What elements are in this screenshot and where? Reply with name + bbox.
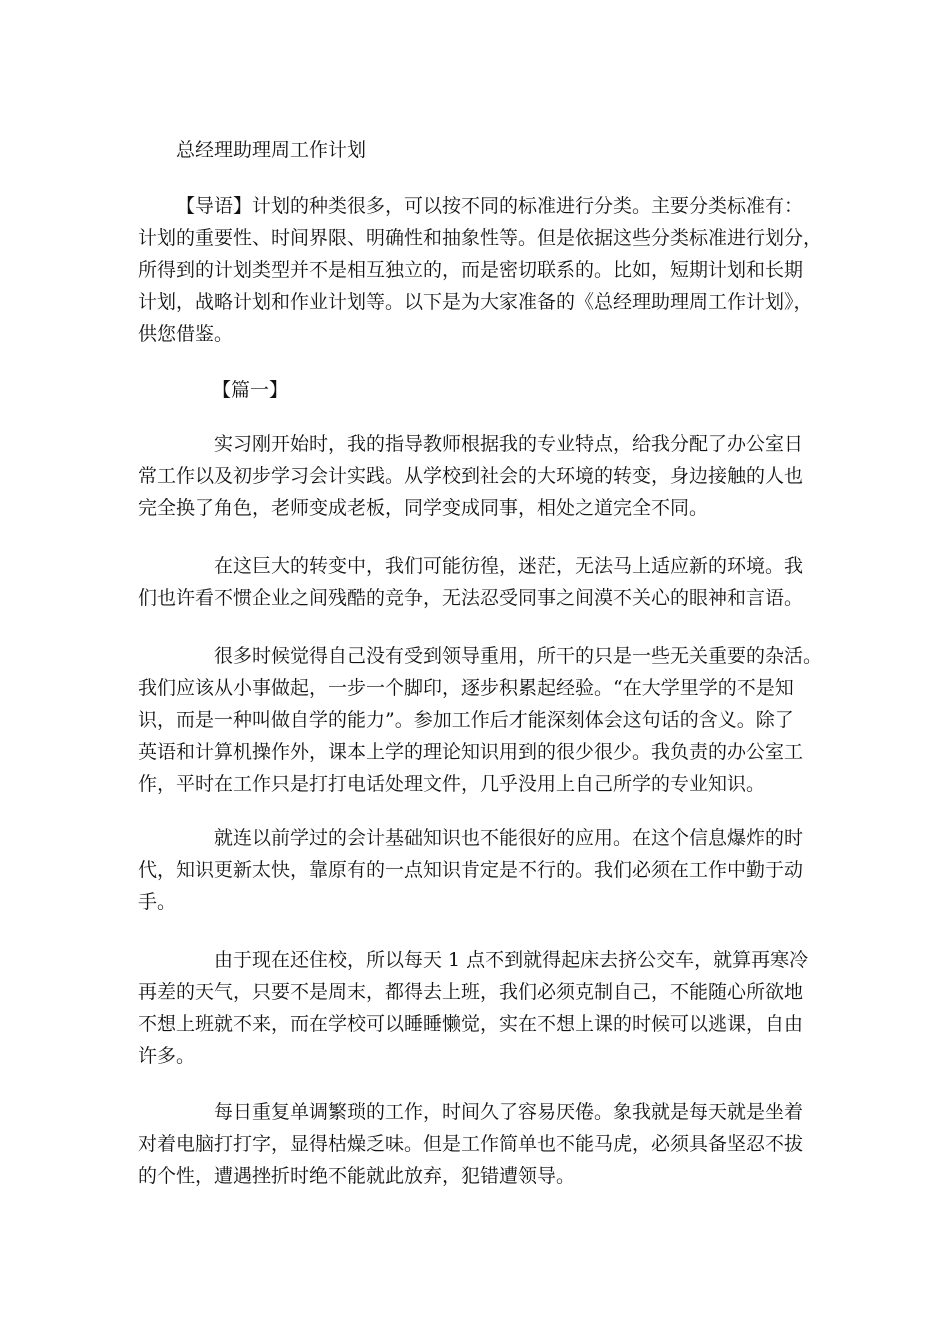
body-paragraph — [138, 944, 828, 1072]
section-heading: 【篇一】 — [212, 379, 289, 401]
paragraph-line: 再差的天气，只要不是周末，都得去上班，我们必须克制自己，不能随心所欲地 — [138, 981, 804, 1003]
paragraph-line: 我们应该从小事做起，一步一个脚印，逐步积累起经验。“在大学里学的不是知 — [138, 677, 794, 699]
document-title: 总经理助理周工作计划 — [176, 139, 367, 161]
intro-line: 计划的重要性、时间界限、明确性和抽象性等。但是依据这些分类标准进行划分， — [138, 227, 823, 249]
body-paragraph — [138, 550, 828, 614]
intro-line: 所得到的计划类型并不是相互独立的，而是密切联系的。比如，短期计划和长期 — [138, 259, 804, 281]
body-paragraph — [138, 822, 828, 918]
paragraph-line: 英语和计算机操作外，课本上学的理论知识用到的很少很少。我负责的办公室工 — [138, 741, 804, 763]
paragraph-line: 的个性，遭遇挫折时绝不能就此放弃，犯错遭领导。 — [138, 1165, 576, 1187]
paragraph-line: 对着电脑打打字，显得枯燥乏味。但是工作简单也不能马虎，必须具备坚忍不拔 — [138, 1133, 804, 1155]
paragraph-line: 常工作以及初步学习会计实践。从学校到社会的大环境的转变，身边接触的人也 — [138, 465, 804, 487]
paragraph-line: 不想上班就不来，而在学校可以睡睡懒觉，实在不想上课的时候可以逃课，自由 — [138, 1013, 804, 1035]
paragraph-line: 识，而是一种叫做自学的能力”。参加工作后才能深刻体会这句话的含义。除了 — [138, 709, 794, 731]
paragraph-line: 就连以前学过的会计基础知识也不能很好的应用。在这个信息爆炸的时 — [214, 827, 804, 849]
paragraph-line: 由于现在还住校，所以每天 1 点不到就得起床去挤公交车，就算再寒冷 — [214, 949, 809, 971]
paragraph-line: 完全换了角色，老师变成老板，同学变成同事，相处之道完全不同。 — [138, 497, 709, 519]
paragraph-line: 每日重复单调繁琐的工作，时间久了容易厌倦。象我就是每天就是坐着 — [214, 1101, 804, 1123]
intro-line: 【导语】计划的种类很多，可以按不同的标准进行分类。主要分类标准有： — [176, 195, 804, 217]
body-paragraph — [138, 1096, 828, 1192]
paragraph-line: 作，平时在工作只是打打电话处理文件，几乎没用上自己所学的专业知识。 — [138, 773, 766, 795]
paragraph-line: 许多。 — [138, 1045, 196, 1067]
paragraph-line: 手。 — [138, 891, 177, 913]
intro-paragraph — [138, 190, 828, 350]
body-paragraph — [138, 428, 828, 524]
intro-line: 供您借鉴。 — [138, 323, 234, 345]
intro-line: 计划，战略计划和作业计划等。以下是为大家准备的《总经理助理周工作计划》， — [138, 291, 813, 313]
paragraph-line: 在这巨大的转变中，我们可能彷徨，迷茫，无法马上适应新的环境。我 — [214, 555, 804, 577]
paragraph-line: 们也许看不惯企业之间残酷的竞争，无法忍受同事之间漠不关心的眼神和言语。 — [138, 587, 804, 609]
paragraph-line: 很多时候觉得自己没有受到领导重用，所干的只是一些无关重要的杂活。 — [214, 645, 823, 667]
body-paragraph — [138, 640, 828, 800]
paragraph-line: 代，知识更新太快，靠原有的一点知识肯定是不行的。我们必须在工作中勤于动 — [138, 859, 804, 881]
paragraph-line: 实习刚开始时，我的指导教师根据我的专业特点，给我分配了办公室日 — [214, 433, 804, 455]
